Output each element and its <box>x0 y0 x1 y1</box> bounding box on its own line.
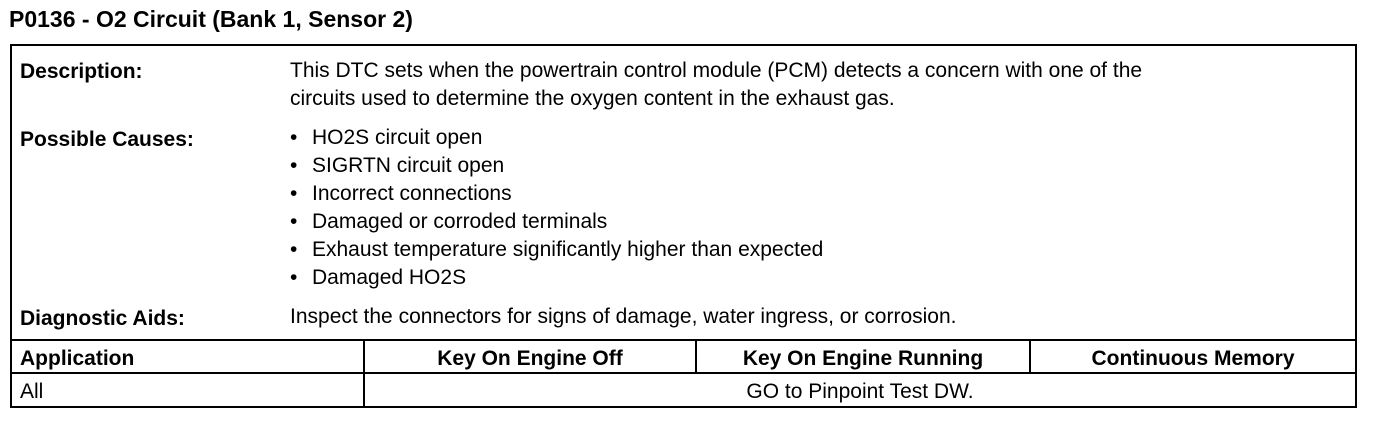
description-line: circuits used to determine the oxygen content in the exhaust gas. <box>290 87 895 110</box>
possible-causes-list <box>290 124 823 292</box>
list-item: • Damaged or corroded terminals <box>290 208 823 236</box>
description-line: This DTC sets when the powertrain control module (PCM) detects a concern with one of the <box>290 59 1143 82</box>
list-item: • Damaged HO2S <box>290 264 823 292</box>
description-text <box>290 57 1142 113</box>
list-item: • HO2S circuit open <box>290 124 823 152</box>
description-label: Description: <box>20 60 143 83</box>
table-cell-action: GO to Pinpoint Test DW. <box>746 380 974 403</box>
table-top-rule <box>12 339 1355 341</box>
table-header-koeo: Key On Engine Off <box>437 347 623 370</box>
table-header-application: Application <box>20 347 135 370</box>
list-item: • SIGRTN circuit open <box>290 152 823 180</box>
table-header-koer: Key On Engine Running <box>742 347 984 370</box>
table-cell-application: All <box>20 380 44 403</box>
diagnostic-aids-text: Inspect the connectors for signs of damage, water ingress, or corrosion. <box>290 305 957 328</box>
possible-causes-label: Possible Causes: <box>20 128 194 151</box>
diagnostic-aids-label: Diagnostic Aids: <box>20 307 185 330</box>
list-item: • Exhaust temperature significantly higher than expected <box>290 236 823 264</box>
table-header-continuous-memory: Continuous Memory <box>1091 347 1295 370</box>
list-item: • Incorrect connections <box>290 180 823 208</box>
page-title: P0136 - O2 Circuit (Bank 1, Sensor 2) <box>9 6 413 32</box>
dtc-info-box <box>10 44 1357 408</box>
